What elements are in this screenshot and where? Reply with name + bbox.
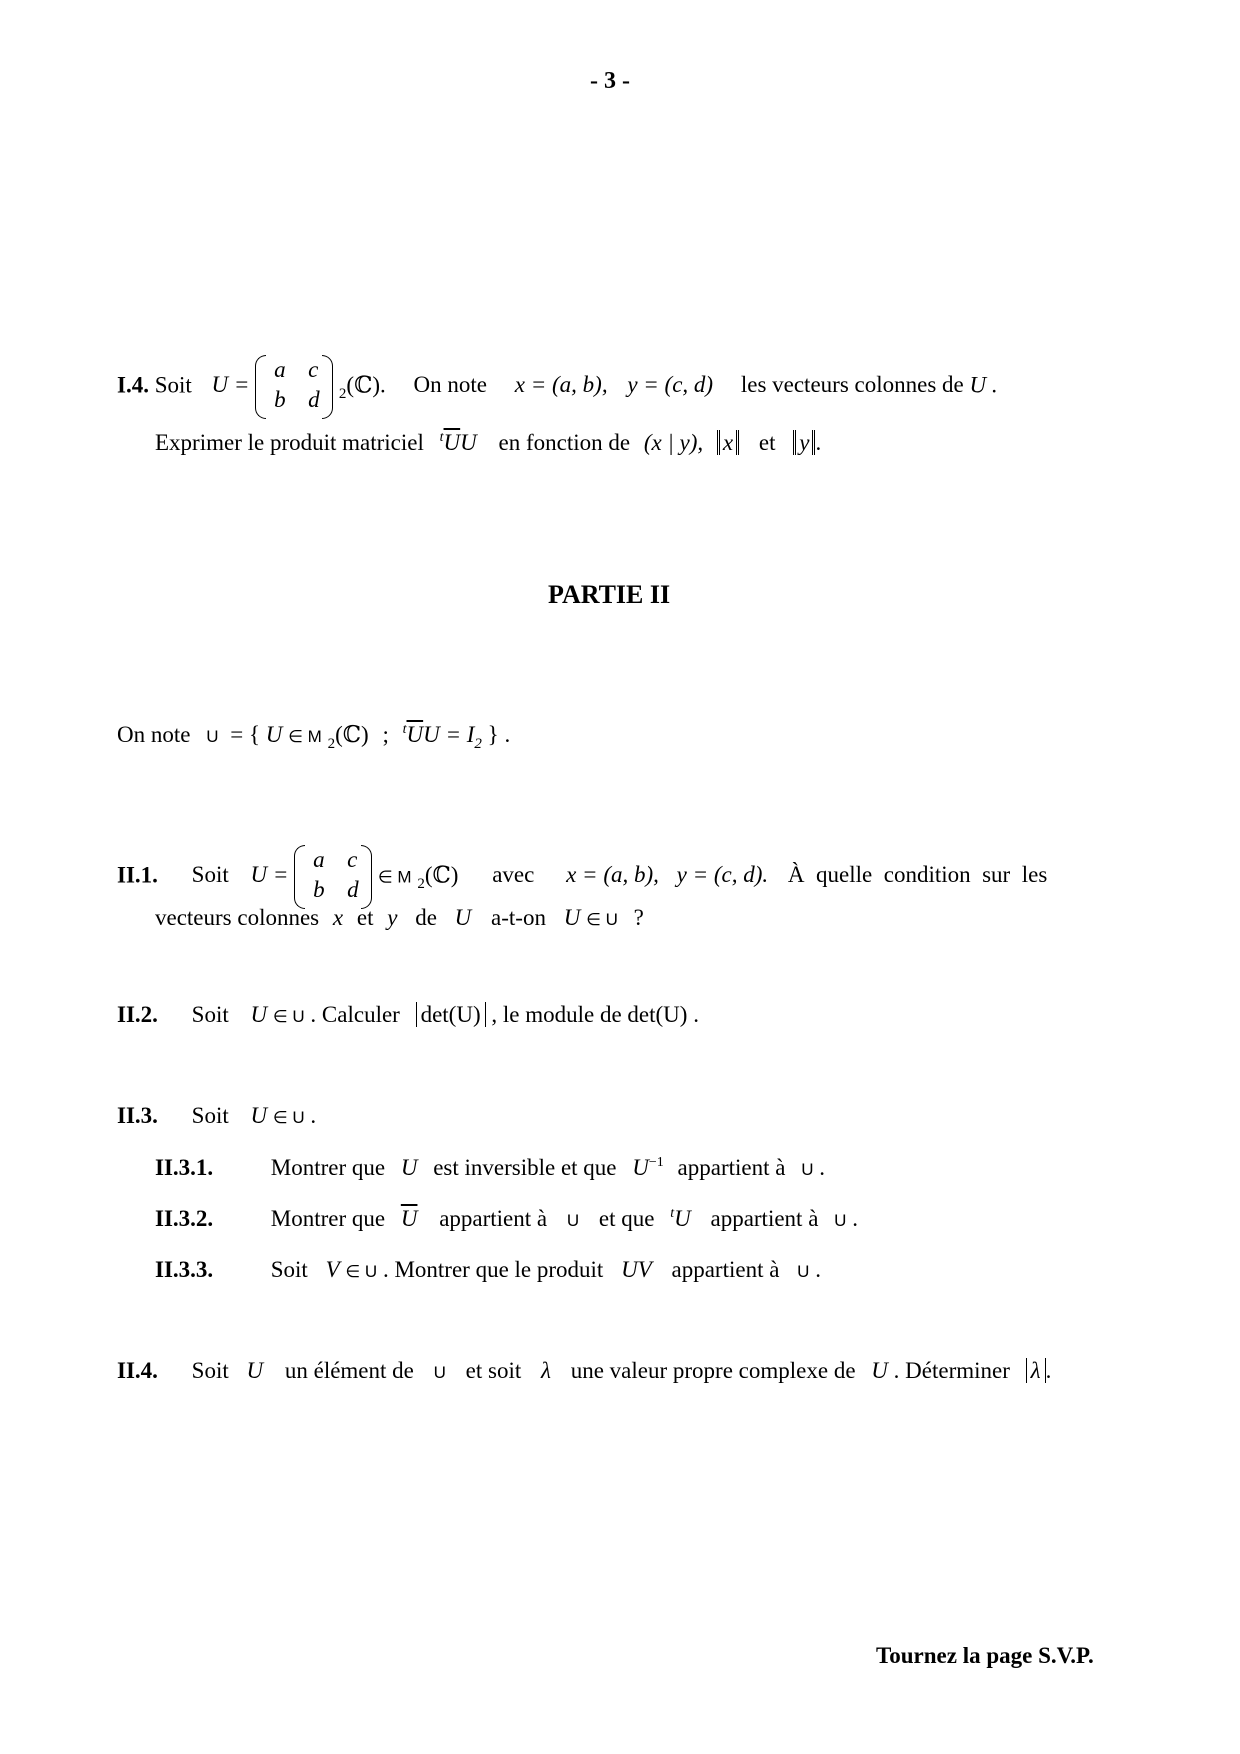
- page-number: - 3 -: [590, 68, 630, 94]
- question-label: II.3.1.: [155, 1155, 214, 1180]
- text: On note: [117, 722, 191, 747]
- math-eq-open: = {: [230, 722, 261, 747]
- math-close: } .: [487, 722, 511, 747]
- math-x-def: x = (a, b),: [566, 862, 659, 888]
- text: Exprimer le produit matriciel: [155, 430, 424, 455]
- math-det: det(U): [627, 1002, 688, 1027]
- text: .: [815, 1257, 821, 1282]
- question-II33: [155, 1257, 821, 1283]
- math-U-bar: $\overline{U}$: [400, 1206, 418, 1231]
- math-set-U: U: [566, 1211, 580, 1230]
- text: .: [1045, 1358, 1052, 1383]
- question-II31: [155, 1155, 825, 1181]
- math-set-U: U: [433, 1363, 446, 1382]
- text: .: [815, 430, 822, 455]
- question-II32: [155, 1206, 858, 1232]
- text: À quelle condition sur les: [787, 862, 1048, 888]
- text: Soit: [191, 1002, 229, 1027]
- text: un élément de: [284, 1358, 414, 1383]
- question-I4-line2: [155, 430, 821, 456]
- math-lambda: λ: [541, 1358, 551, 1383]
- math-U: U: [246, 1358, 264, 1383]
- text: et que: [598, 1206, 655, 1231]
- math-U: U: [250, 1103, 268, 1128]
- math-norm-x: x: [717, 430, 739, 455]
- math-C: (ℂ).: [346, 372, 386, 398]
- question-label: II.4.: [117, 1358, 158, 1383]
- math-set-U: U: [206, 727, 219, 746]
- math-U: U: [454, 905, 472, 930]
- math-in-set: ∈ U: [586, 910, 618, 929]
- math-in-set: ∈ U: [345, 1262, 378, 1281]
- math-set-U: U: [834, 1211, 847, 1230]
- question-label: II.3.: [117, 1103, 158, 1128]
- text: une valeur propre complexe de: [570, 1358, 856, 1383]
- text: les vecteurs colonnes de: [740, 372, 964, 398]
- math-set-U: U: [801, 1160, 814, 1179]
- text: . Montrer que le produit: [382, 1257, 604, 1282]
- question-II2: [117, 1002, 699, 1028]
- text: . Déterminer: [893, 1358, 1010, 1383]
- footer-note: Tournez la page S.V.P.: [876, 1643, 1094, 1668]
- math-abs-lambda: λ: [1026, 1358, 1046, 1383]
- math-U: U: [250, 1002, 268, 1027]
- text: Soit: [191, 1103, 229, 1128]
- text: .: [852, 1206, 858, 1231]
- math-eq: U = I: [423, 722, 475, 747]
- text: ;: [382, 722, 389, 747]
- text: Montrer que: [270, 1155, 386, 1180]
- text: Soit: [154, 372, 192, 398]
- math-U: U: [674, 1206, 691, 1231]
- question-II4: [117, 1358, 1051, 1384]
- math-in-M: ∈ M: [377, 867, 412, 887]
- text: avec: [492, 862, 535, 888]
- math-abs-det: det(U): [416, 1002, 486, 1027]
- math-U-eq: U =: [211, 372, 250, 398]
- math-U-eq: U =: [250, 862, 289, 888]
- section-title: PARTIE II: [548, 580, 671, 609]
- math-in-M: ∈ M: [288, 727, 322, 746]
- text: appartient à: [677, 1155, 786, 1180]
- math-y-def: y = (c, d): [627, 372, 714, 398]
- math-C: (ℂ): [335, 722, 369, 747]
- text: en fonction de: [498, 430, 631, 455]
- math-y: y: [387, 905, 398, 930]
- text: Soit: [191, 1358, 229, 1383]
- math-inner-product: (x | y),: [643, 430, 704, 455]
- math-transpose: t: [439, 430, 444, 445]
- matrix-cell: d: [347, 877, 359, 902]
- question-II3: [117, 1103, 316, 1129]
- question-label: II.3.2.: [155, 1206, 214, 1231]
- math-sub: 2: [474, 736, 482, 752]
- text: .: [819, 1155, 825, 1180]
- text: et: [356, 905, 374, 930]
- text: .: [693, 1002, 699, 1027]
- matrix-U: [255, 355, 333, 419]
- matrix-cell: a: [313, 847, 325, 872]
- math-in-set: ∈ U: [272, 1108, 305, 1127]
- math-UV: UV: [621, 1257, 652, 1282]
- matrix-cell: b: [274, 387, 286, 412]
- question-II1-line2: [155, 905, 644, 931]
- question-label: II.2.: [117, 1002, 158, 1027]
- question-label: II.1.: [117, 862, 158, 888]
- question-label: I.4.: [117, 372, 149, 398]
- text: a-t-on: [491, 905, 546, 930]
- math-transpose: t: [670, 1206, 675, 1221]
- math-U: U: [265, 722, 283, 747]
- math-in-set: ∈ U: [272, 1007, 305, 1026]
- text: vecteurs colonnes: [155, 905, 320, 930]
- question-II1-line1: [117, 845, 1047, 909]
- text: appartient à: [671, 1257, 780, 1282]
- math-transpose: t: [402, 722, 407, 737]
- math-U-bar: $\overline{U}$: [443, 430, 461, 455]
- math-set-U: U: [797, 1262, 810, 1281]
- question-I4-line1: [117, 355, 998, 419]
- math-sub: 2: [327, 736, 336, 752]
- math-U: U: [871, 1358, 888, 1383]
- math-U: U: [632, 1155, 649, 1180]
- set-definition: [117, 722, 511, 752]
- math-U: U .: [969, 372, 998, 398]
- text: , le module de: [491, 1002, 622, 1027]
- text: de: [415, 905, 437, 930]
- text: appartient à: [439, 1206, 548, 1231]
- math-x-def: x = (a, b),: [514, 372, 608, 398]
- math-U: U: [563, 905, 581, 930]
- math-norm-y: y: [793, 430, 815, 455]
- math-U-bar: $\overline{U}$: [406, 722, 424, 747]
- math-y-def: y = (c, d).: [676, 862, 769, 888]
- matrix-cell: c: [347, 847, 358, 872]
- text: On note: [413, 372, 488, 398]
- matrix-cell: b: [313, 877, 325, 902]
- text: Soit: [191, 862, 229, 888]
- text: et: [758, 430, 776, 455]
- text: ?: [633, 905, 644, 930]
- matrix-U: [294, 845, 372, 909]
- matrix-cell: a: [274, 357, 286, 382]
- math-U: U: [400, 1155, 418, 1180]
- math-C: (ℂ): [424, 862, 459, 888]
- math-U: U: [460, 430, 477, 455]
- math-V: V: [325, 1257, 340, 1282]
- question-label: II.3.3.: [155, 1257, 214, 1282]
- text: et soit: [465, 1358, 522, 1383]
- math-sub: 2: [417, 876, 425, 893]
- text: est inversible et que: [433, 1155, 617, 1180]
- text: appartient à: [710, 1206, 819, 1231]
- matrix-cell: d: [308, 387, 320, 412]
- text: Soit: [270, 1257, 308, 1282]
- text: .: [310, 1103, 317, 1128]
- math-inverse: −1: [648, 1155, 664, 1170]
- matrix-cell: c: [308, 357, 319, 382]
- text: Montrer que: [270, 1206, 386, 1231]
- math-x: x: [332, 905, 344, 930]
- math-sub: 2: [338, 386, 347, 403]
- text: . Calculer: [310, 1002, 400, 1027]
